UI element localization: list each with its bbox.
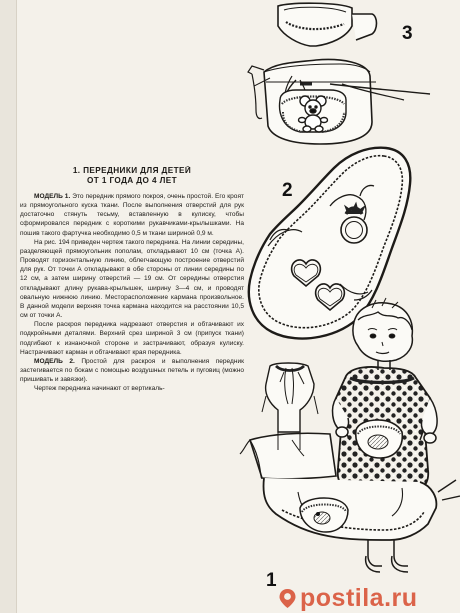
figure-label-2: 2	[282, 180, 293, 201]
paragraph-text: Простой для раскроя и выполнения передник застегивается по бокам с помощью воздушных петель и пуговиц (можно пришивать и завязки).	[20, 357, 244, 384]
paragraph-lead: МОДЕЛЬ 2.	[34, 357, 75, 365]
paragraph-continued	[20, 384, 244, 393]
article-text-column	[20, 166, 244, 611]
paragraph-text: На рис. 194 приведен чертеж такого передника. На линии середины, разделяющей прямоугольник пополам, откладывают 10 см (точка А). Проводят горизонтальную линию, облегчающую построение отверстий для рук. От точки А откладывают в обе стороны от линии середины по 12 см, а затем ширину отверстий — 19 см. От середины отверстия откладывают длину рукава-крылышек, ширину 3—4 см, и проводят овальную нижнюю линию. Месторасположение кармана произвольное. В данной модели верхняя точка кармана находится на расстоянии 10,5 см от точки А.	[20, 238, 244, 320]
figure-label-3: 3	[402, 23, 413, 44]
paragraph-drawing	[20, 238, 244, 320]
watermark-text: postila.ru	[300, 584, 418, 612]
paragraph-text: Чертеж передника начинают от вертикаль-	[34, 385, 165, 393]
paragraph-text: Это передник прямого покроя, очень простой. Его кроят из прямоугольного куска ткани. После выполнения отверстий для рук достаточно стянуть тесьму, вставленную в кулиску, чтобы сформировался передник с короткими рукавчиками-крылышками. На пошив такого фартучка необходимо 0,5 м ткани шириной 0,9 м.	[20, 193, 244, 237]
article-heading-line-2: ОТ 1 ГОДА ДО 4 ЛЕТ	[87, 176, 177, 185]
page-gutter	[0, 0, 17, 613]
article-heading	[20, 166, 244, 186]
pin-icon	[278, 588, 297, 609]
paragraph-model-1	[20, 192, 244, 238]
paragraph-text: После раскроя передника надрезают отверстия и обтачивают их подкройными деталями. Верхний срез шириной 3 см (припуск ткани) подгибают к изнаночной стороне и застрачивают, образуя кулиску. Настрачивают карман и обтачивают края передника.	[20, 321, 244, 356]
paragraph-sewing	[20, 320, 244, 357]
paragraph-model-2	[20, 357, 244, 384]
paragraph-lead: МОДЕЛЬ 1.	[34, 193, 71, 200]
figure-label-1: 1	[266, 570, 277, 591]
article-heading-line-1: 1. ПЕРЕДНИКИ ДЛЯ ДЕТЕЙ	[72, 166, 192, 175]
postila-watermark	[278, 584, 418, 613]
